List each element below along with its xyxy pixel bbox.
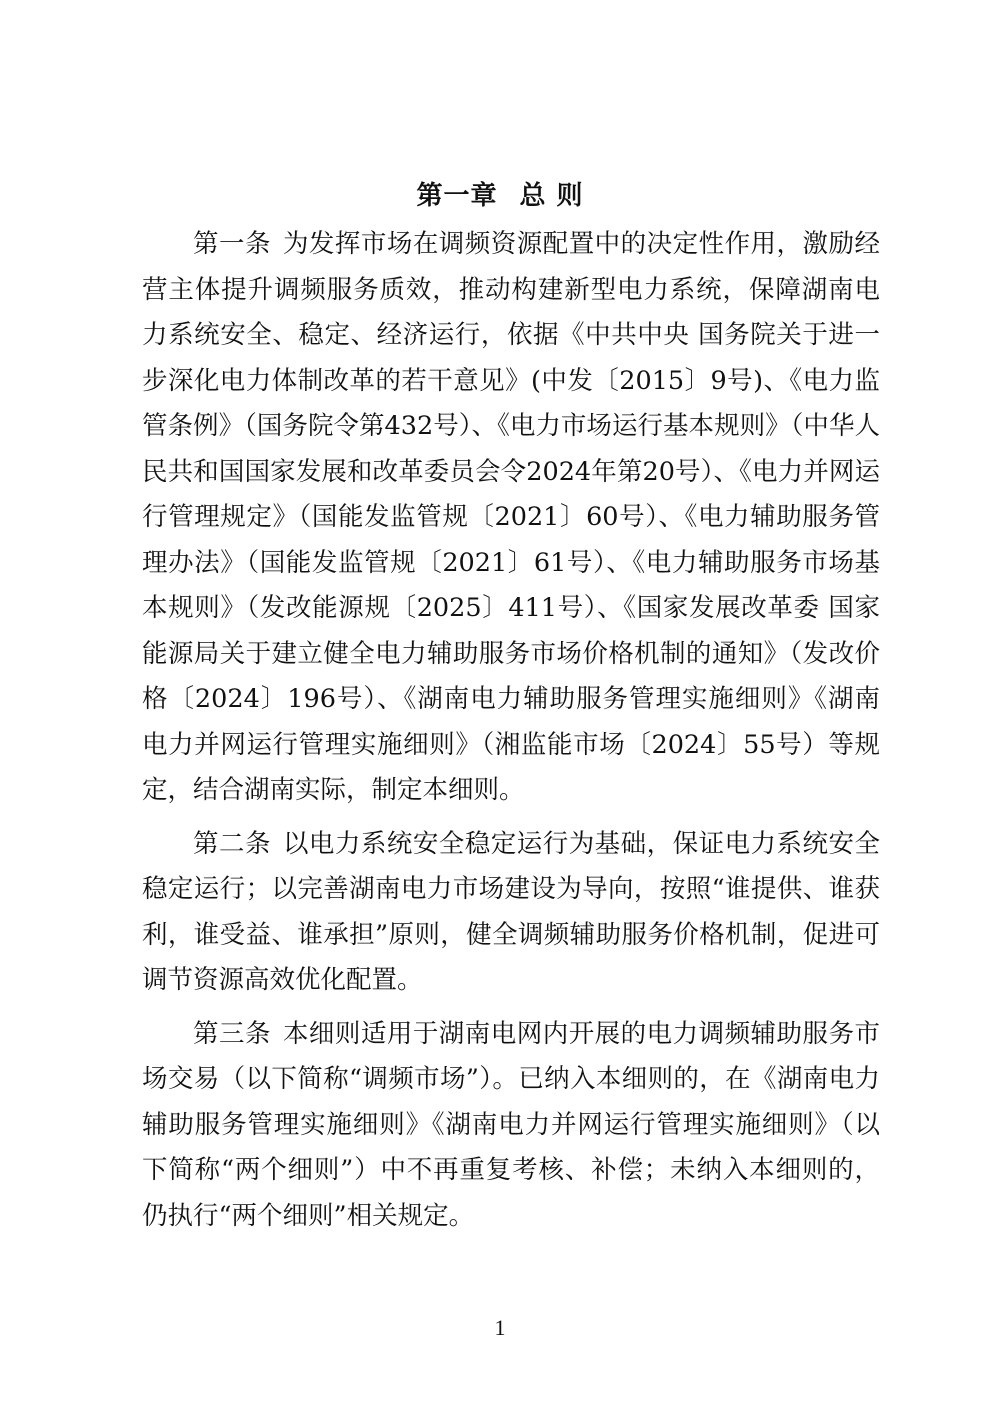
article-2 [142,822,880,1004]
article-text: 为发挥市场在调频资源配置中的决定性作用，激励经营主体提升调频服务质效，推动构建新型电力系统，保障湖南电力系统安全、稳定、经济运行，依据《中共中央 国务院关于进一步深化电力体制改革的若干意见》(中发〔2015〕9号)、《电力监管条例》（国务院令第432号）、《电力市场运行基本规则》（中华人民共和国国家发展和改革委员会令2024年第20号）、《电力并网运行管理规定》（国能发监管规〔2021〕60号）、《电力辅助服务管理办法》（国能发监管规〔2021〕61号）、《电力辅助服务市场基本规则》（发改能源规〔2025〕411号）、《国家发展改革委 国家能源局关于建立健全电力辅助服务市场价格机制的通知》（发改价格〔2024〕196号）、《湖南电力辅助服务管理实施细则》《湖南电力并网运行管理实施细则》（湘监能市场〔2024〕55号）等规定，结合湖南实际，制定本细则。 [142,229,880,805]
article-text: 以电力系统安全稳定运行为基础，保证电力系统安全稳定运行；以完善湖南电力市场建设为导向，按照“谁提供、谁获利，谁受益、谁承担”原则，健全调频辅助服务价格机制，促进可调节资源高效优化配置。 [142,828,880,995]
chapter-number: 第一章 [416,181,498,211]
body-text [142,222,880,1247]
chapter-name: 总 则 [519,181,584,211]
article-number: 第一条 [193,229,271,259]
article-3 [142,1012,880,1240]
article-text: 本细则适用于湖南电网内开展的电力调频辅助服务市场交易（以下简称“调频市场”）。已纳入本细则的，在《湖南电力辅助服务管理实施细则》《湖南电力并网运行管理实施细则》（以下简称“两个细则”）中不再重复考核、补偿；未纳入本细则的，仍执行“两个细则”相关规定。 [142,1018,880,1231]
article-1 [142,222,880,814]
chapter-title [0,176,1000,216]
article-number: 第二条 [193,828,271,859]
page-number: 1 [494,1315,506,1340]
article-number: 第三条 [193,1018,271,1049]
